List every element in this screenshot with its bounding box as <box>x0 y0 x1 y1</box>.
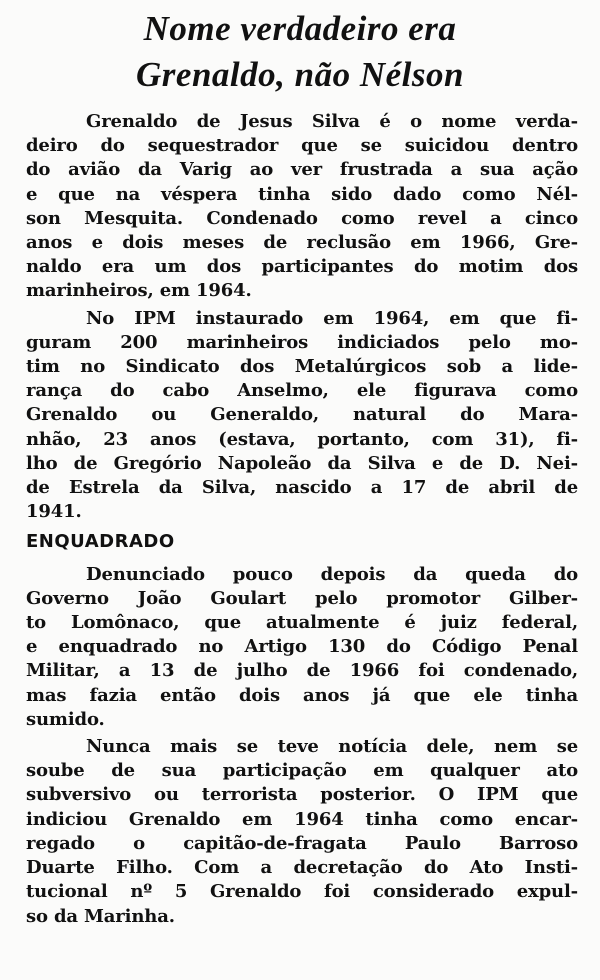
paragraph-line: Denunciado pouco depois da queda do <box>86 563 578 585</box>
paragraph-line: do avião da Varig ao ver frustrada a sua ação <box>26 159 578 181</box>
article-body <box>26 110 578 932</box>
paragraph-line: marinheiros, em 1964. <box>26 280 252 302</box>
paragraph-line: nhão, 23 anos (estava, portanto, com 31), fi- <box>26 428 578 450</box>
paragraph-line: lho de Gregório Napoleão da Silva e de D. Nei- <box>26 452 578 474</box>
paragraph-line: e enquadrado no Artigo 130 do Código Penal <box>26 636 578 658</box>
paragraph-line: mas fazia então dois anos já que ele tinha <box>26 684 578 706</box>
paragraph-line: sumido. <box>26 708 105 730</box>
paragraph-line: deiro do sequestrador que se suicidou dentro <box>26 135 578 157</box>
paragraph-line: indiciou Grenaldo em 1964 tinha como encar- <box>26 808 578 830</box>
paragraph-line: to Lomônaco, que atualmente é juiz federal, <box>26 612 578 634</box>
paragraph-3 <box>26 563 578 732</box>
paragraph-line: regado o capitão-de-fragata Paulo Barroso <box>26 832 578 854</box>
paragraph-line: Duarte Filho. Com a decretação do Ato Insti- <box>26 857 578 879</box>
section-subhead: ENQUADRADO <box>26 531 175 553</box>
paragraph-line: so da Marinha. <box>26 905 175 927</box>
paragraph-line: Governo João Goulart pelo promotor Gilber- <box>26 587 578 609</box>
paragraph-line: naldo era um dos participantes do motim dos <box>26 256 578 278</box>
paragraph-1 <box>26 110 578 304</box>
paragraph-2 <box>26 307 578 525</box>
paragraph-line: subversivo ou terrorista posterior. O IPM que <box>26 784 578 806</box>
headline <box>0 0 600 98</box>
paragraph-line: Grenaldo ou Generaldo, natural do Mara- <box>26 404 578 426</box>
paragraph-line: e que na véspera tinha sido dado como Nél- <box>26 183 578 205</box>
paragraph-line: de Estrela da Silva, nascido a 17 de abril de <box>26 477 578 499</box>
paragraph-line: Militar, a 13 de julho de 1966 foi condenado, <box>26 660 578 682</box>
paragraph-line: No IPM instaurado em 1964, em que fi- <box>86 307 578 329</box>
paragraph-line: Grenaldo de Jesus Silva é o nome verda- <box>86 111 578 132</box>
paragraph-line: Nunca mais se teve notícia dele, nem se <box>86 736 578 758</box>
headline-line-1: Nome verdadeiro era <box>143 9 457 48</box>
paragraph-line: tim no Sindicato dos Metalúrgicos sob a lide- <box>26 356 578 378</box>
paragraph-line: anos e dois meses de reclusão em 1966, Gre- <box>26 232 578 254</box>
paragraph-line: rança do cabo Anselmo, ele figurava como <box>26 380 578 402</box>
paragraph-line: soube de sua participação em qualquer ato <box>26 760 578 782</box>
paragraph-line: tucional nº 5 Grenaldo foi considerado expul- <box>26 881 578 903</box>
headline-line-2: Grenaldo, não Nélson <box>136 55 464 94</box>
paragraph-line: guram 200 marinheiros indiciados pelo mo- <box>26 331 578 353</box>
paragraph-line: 1941. <box>26 501 82 523</box>
paragraph-4 <box>26 735 578 929</box>
paragraph-line: son Mesquita. Condenado como revel a cinco <box>26 207 578 229</box>
